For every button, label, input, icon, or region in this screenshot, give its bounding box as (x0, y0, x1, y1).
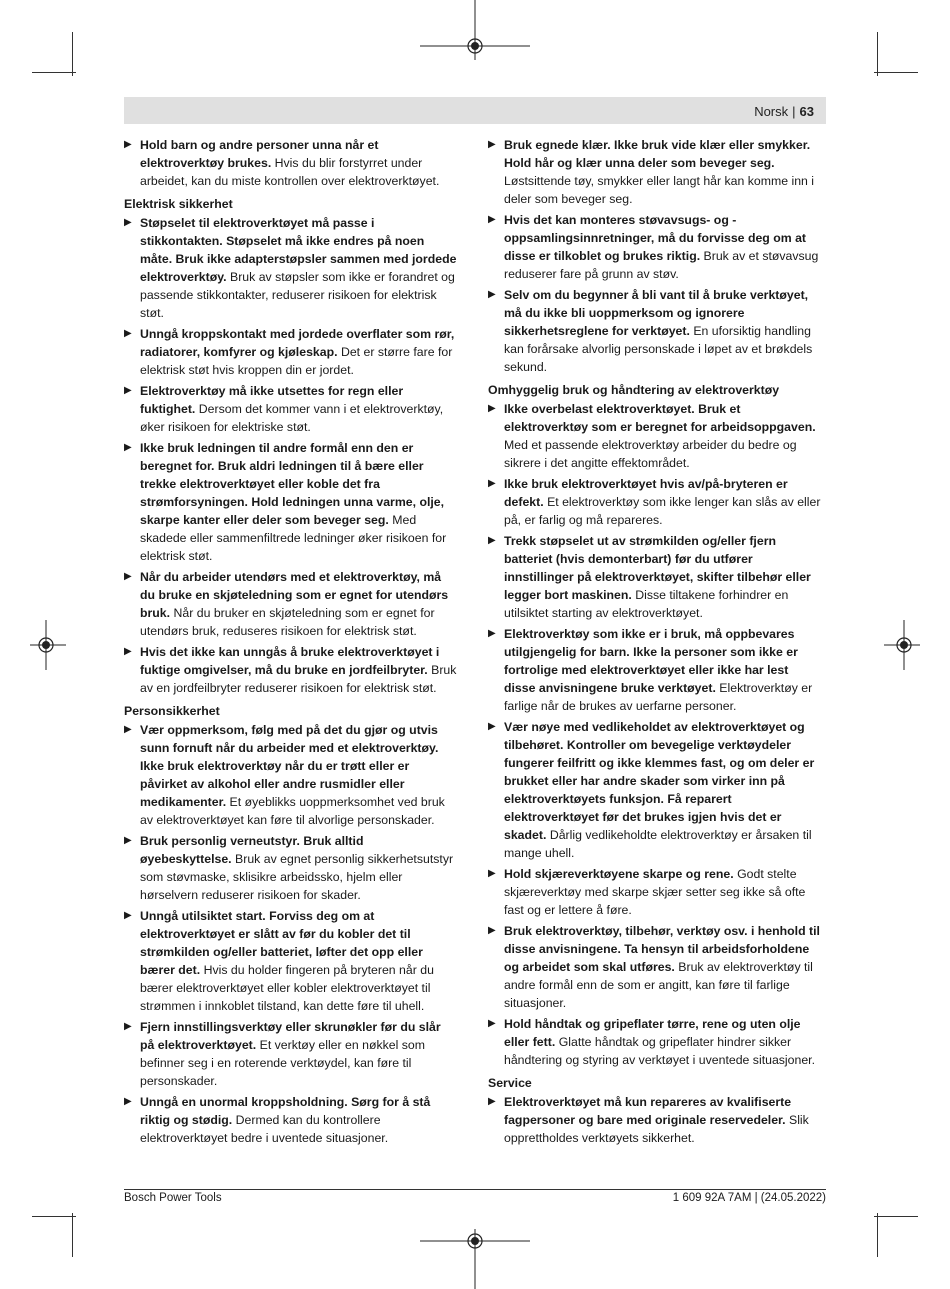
item-explanation: Dårlig vedlikeholdte elektroverktøy er årsaken til mange uhell. (504, 828, 812, 860)
safety-item (124, 568, 458, 640)
bullet-arrow-icon: ▶ (124, 385, 132, 396)
safety-item (488, 1015, 822, 1069)
item-instruction: Unngå utilsiktet start. Forviss deg om at elektroverktøyet er slått av før du kobler det til strømkilden og/eller batteriet, løfter det opp eller bærer det. (140, 909, 423, 977)
safety-item (124, 136, 458, 190)
item-instruction: Når du arbeider utendørs med et elektroverktøy, må du bruke en skjøteledning som er egnet for utendørs bruk. (140, 570, 449, 620)
item-explanation: Bruk av en jordfeilbryter reduserer risikoen for elektrisk støt. (140, 663, 457, 695)
safety-item (124, 643, 458, 697)
language-label: Norsk (754, 104, 789, 119)
item-instruction: Ikke overbelast elektroverktøyet. Bruk et elektroverktøy som er beregnet for arbeidsoppgaven. (504, 402, 816, 434)
item-instruction: Selv om du begynner å bli vant til å bruke verktøyet, må du ikke bli uoppmerksom og ignorere sikkerhetsreglene for verktøyet. (504, 288, 809, 338)
item-explanation: Bruk av støpsler som ikke er forandret og passende stikkontakter, reduserer risikoen for elektrisk støt. (140, 270, 455, 320)
footer-doc-ref: 1 609 92A 7AM | (24.05.2022) (672, 1192, 826, 1204)
item-explanation: Slik opprettholdes verktøyets sikkerhet. (504, 1113, 809, 1145)
bullet-arrow-icon: ▶ (124, 646, 132, 657)
safety-item (124, 325, 458, 379)
item-instruction: Vær nøye med vedlikeholdet av elektroverktøyet og tilbehøret. Kontroller om bevegelige verktøydeler fungerer feilfritt og ikke klemmes fast, og om deler er brukket eller har andre skader som virker inn på elektroverktøyets funksjon. Få reparert elektroverktøyet før det brukes igjen hvis det er skadet. (504, 720, 815, 842)
item-instruction: Unngå en unormal kroppsholdning. Sørg for å stå riktig og stødig. (140, 1095, 431, 1127)
section-heading: Personsikkerhet (124, 704, 220, 718)
item-explanation: Glatte håndtak og gripeflater hindrer sikker håndtering og styring av verktøyet i uventede situasjoner. (504, 1035, 816, 1067)
safety-item (488, 922, 822, 1012)
bullet-arrow-icon: ▶ (124, 724, 132, 735)
crop-mark (877, 1213, 878, 1257)
item-explanation: Løstsittende tøy, smykker eller langt hår kan komme inn i deler som beveger seg. (504, 174, 815, 206)
item-explanation: Et elektroverktøy som ikke lenger kan slås av eller på, er farlig og må repareres. (504, 495, 821, 527)
item-instruction: Elektroverktøy som ikke er i bruk, må oppbevares utilgjengelig for barn. Ikke la personer som ikke er fortrolige med elektroverktøyet eller ikke har lest disse anvisningene bruke verktøyet. (504, 627, 798, 695)
item-explanation: Et verktøy eller en nøkkel som befinner seg i en roterende verktøydel, kan føre til personskader. (140, 1038, 425, 1088)
bullet-arrow-icon: ▶ (124, 139, 132, 150)
safety-item (488, 532, 822, 622)
footer-brand: Bosch Power Tools (124, 1192, 222, 1204)
registration-mark-icon (420, 0, 530, 80)
bullet-arrow-icon: ▶ (488, 721, 496, 732)
safety-item (488, 718, 822, 862)
footer-rule (124, 1189, 826, 1190)
safety-item (488, 475, 822, 529)
item-explanation: Dermed kan du kontrollere elektroverktøyet bedre i uventede situasjoner. (140, 1113, 389, 1145)
safety-item (124, 907, 458, 1015)
item-instruction: Bruk egnede klær. Ikke bruk vide klær eller smykker. Hold hår og klær unna deler som beveger seg. (504, 138, 811, 170)
item-explanation: Godt stelte skjæreverktøy med skarpe skjær setter seg ikke så ofte fast og er lettere å føre. (504, 867, 806, 917)
bullet-arrow-icon: ▶ (124, 835, 132, 846)
section-heading: Service (488, 1076, 532, 1090)
item-instruction: Ikke bruk elektroverktøyet hvis av/på-bryteren er defekt. (504, 477, 788, 509)
bullet-arrow-icon: ▶ (124, 442, 132, 453)
registration-mark-icon (30, 620, 66, 670)
bullet-arrow-icon: ▶ (488, 289, 496, 300)
safety-item (488, 211, 822, 283)
safety-item (488, 865, 822, 919)
registration-mark-icon (420, 1209, 530, 1289)
section-heading: Omhyggelig bruk og håndtering av elektroverktøy (488, 383, 780, 397)
header-separator: | (792, 104, 796, 119)
safety-item (488, 136, 822, 208)
crop-mark (72, 1213, 73, 1257)
safety-item (124, 439, 458, 565)
item-instruction: Bruk elektroverktøy, tilbehør, verktøy osv. i henhold til disse anvisningene. Ta hensyn til arbeidsforholdene og arbeidet som skal utføres. (504, 924, 820, 974)
crop-mark (32, 72, 76, 73)
item-instruction: Unngå kroppskontakt med jordede overflater som rør, radiatorer, komfyrer og kjøleskap. (140, 327, 455, 359)
bullet-arrow-icon: ▶ (124, 217, 132, 228)
safety-item (124, 832, 458, 904)
safety-item (488, 400, 822, 472)
crop-mark (877, 32, 878, 76)
safety-item (488, 625, 822, 715)
safety-item (124, 1018, 458, 1090)
item-explanation: Hvis du blir forstyrret under arbeidet, kan du miste kontrollen over elektroverktøyet. (140, 156, 440, 188)
item-explanation: Med et passende elektroverktøy arbeider du bedre og sikrere i det angitte effektområdet. (504, 438, 797, 470)
bullet-arrow-icon: ▶ (488, 535, 496, 546)
bullet-arrow-icon: ▶ (488, 925, 496, 936)
item-instruction: Hold barn og andre personer unna når et elektroverktøy brukes. (140, 138, 379, 170)
bullet-arrow-icon: ▶ (488, 1018, 496, 1029)
item-explanation: Det er større fare for elektrisk støt hvis kroppen din er jordet. (140, 345, 453, 377)
item-instruction: Elektroverktøy må ikke utsettes for regn eller fuktighet. (140, 384, 404, 416)
section-heading: Elektrisk sikkerhet (124, 197, 233, 211)
bullet-arrow-icon: ▶ (488, 1096, 496, 1107)
safety-item (124, 721, 458, 829)
safety-item (488, 286, 822, 376)
item-explanation: Hvis du holder fingeren på bryteren når du bærer elektroverktøyet eller kobler elektroverktøyet til strømmen i innkoblet tilstand, kan dette føre til uhell. (140, 963, 434, 1013)
crop-mark (72, 32, 73, 76)
left-column (124, 136, 458, 1150)
item-instruction: Fjern innstillingsverktøy eller skrunøkler før du slår på elektroverktøyet. (140, 1020, 441, 1052)
page-header (754, 104, 814, 119)
crop-mark (32, 1216, 76, 1217)
item-explanation: Når du bruker en skjøteledning som er egnet for utendørs bruk, reduseres risikoen for elektrisk støt. (140, 606, 435, 638)
right-column (488, 136, 822, 1150)
item-explanation: Bruk av et støvavsug reduserer fare på grunn av støv. (504, 249, 819, 281)
bullet-arrow-icon: ▶ (488, 868, 496, 879)
crop-mark (874, 1216, 918, 1217)
item-instruction: Trekk støpselet ut av strømkilden og/eller fjern batteriet (hvis demonterbart) før du utfører innstillinger på elektroverktøyet, skifter tilbehør eller legger bort maskinen. (504, 534, 811, 602)
safety-item (124, 214, 458, 322)
item-instruction: Bruk personlig verneutstyr. Bruk alltid øyebeskyttelse. (140, 834, 364, 866)
item-instruction: Støpselet til elektroverktøyet må passe i stikkontakten. Støpselet må ikke endres på noen måte. Bruk ikke adapterstøpsler sammen med jordede elektroverktøy. (140, 216, 457, 284)
bullet-arrow-icon: ▶ (124, 571, 132, 582)
registration-mark-icon (884, 620, 920, 670)
safety-item (124, 382, 458, 436)
bullet-arrow-icon: ▶ (488, 403, 496, 414)
bullet-arrow-icon: ▶ (124, 910, 132, 921)
item-instruction: Vær oppmerksom, følg med på det du gjør og utvis sunn fornuft når du arbeider med et elektroverktøy. Ikke bruk elektroverktøy når du er trøtt eller er påvirket av alkohol eller andre rusmidler eller medikamenter. (140, 723, 439, 809)
crop-mark (874, 72, 918, 73)
bullet-arrow-icon: ▶ (124, 1096, 132, 1107)
item-instruction: Ikke bruk ledningen til andre formål enn den er beregnet for. Bruk aldri ledningen til å bære eller trekke elektroverktøyet eller koble det fra strømforsyningen. Hold ledningen unna varme, olje, skarpe kanter eller deler som beveger seg. (140, 441, 445, 527)
bullet-arrow-icon: ▶ (124, 1021, 132, 1032)
bullet-arrow-icon: ▶ (488, 478, 496, 489)
item-explanation: Med skadede eller sammenfiltrede ledninger øker risikoen for elektrisk støt. (140, 513, 447, 563)
item-instruction: Hvis det ikke kan unngås å bruke elektroverktøyet i fuktige omgivelser, må du bruke en jordfeilbryter. (140, 645, 440, 677)
item-explanation: Bruk av elektroverktøy til andre formål enn de som er angitt, kan føre til farlige situasjoner. (504, 960, 813, 1010)
item-explanation: Disse tiltakene forhindrer en utilsiktet starting av elektroverktøyet. (504, 588, 789, 620)
safety-item (488, 1093, 822, 1147)
bullet-arrow-icon: ▶ (488, 214, 496, 225)
safety-item (124, 1093, 458, 1147)
item-explanation: Et øyeblikks uoppmerksomhet ved bruk av elektroverktøyet kan føre til alvorlige personskader. (140, 795, 445, 827)
item-instruction: Hvis det kan monteres støvavsugs- og -oppsamlingsinnretninger, må du forvisse deg om at disse er tilkoblet og brukes riktig. (504, 213, 807, 263)
item-instruction: Hold skjæreverktøyene skarpe og rene. (504, 867, 734, 881)
item-explanation: Bruk av egnet personlig sikkerhetsutstyr som støvmaske, sklisikre arbeidssko, hjelm eller hørselvern reduserer risikoen for skader. (140, 852, 454, 902)
item-explanation: Dersom det kommer vann i et elektroverktøy, øker risikoen for elektriske støt. (140, 402, 444, 434)
bullet-arrow-icon: ▶ (488, 628, 496, 639)
header-band (124, 97, 826, 124)
page-number: 63 (799, 104, 814, 119)
bullet-arrow-icon: ▶ (488, 139, 496, 150)
bullet-arrow-icon: ▶ (124, 328, 132, 339)
item-explanation: Elektroverktøy er farlige når de brukes av uerfarne personer. (504, 681, 813, 713)
item-instruction: Elektroverktøyet må kun repareres av kvalifiserte fagpersoner og bare med originale reservedeler. (504, 1095, 792, 1127)
item-explanation: En uforsiktig handling kan forårsake alvorlig personskade i løpet av et brøkdels sekund. (504, 324, 813, 374)
item-instruction: Hold håndtak og gripeflater tørre, rene og uten olje eller fett. (504, 1017, 801, 1049)
